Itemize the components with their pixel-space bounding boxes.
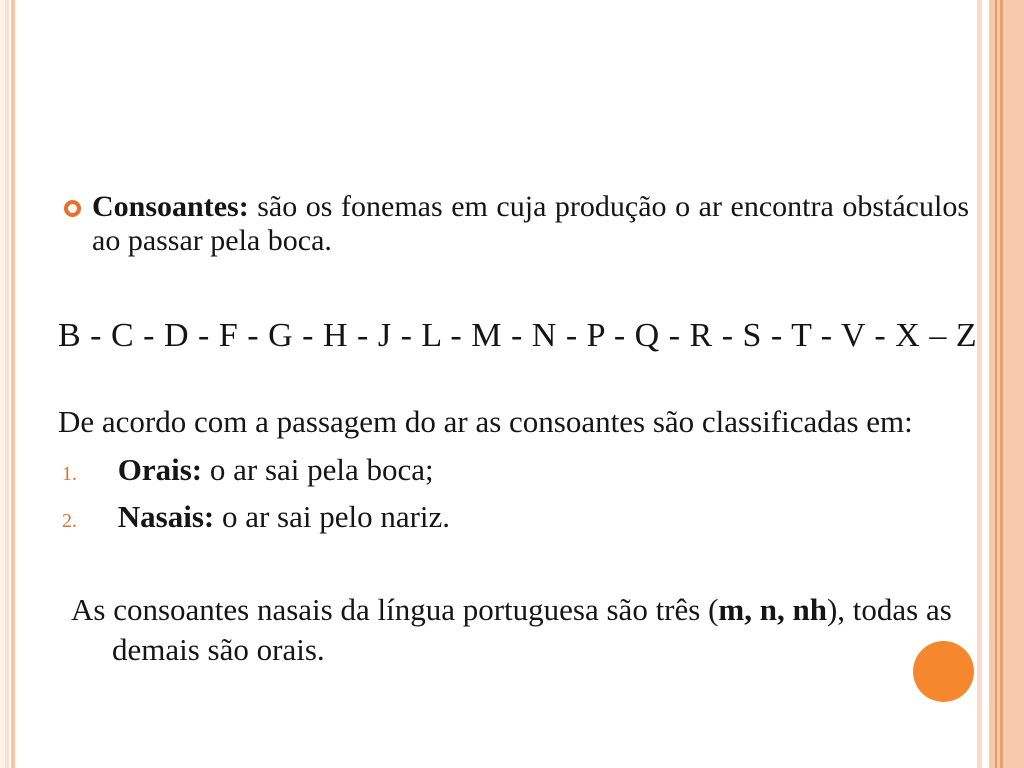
list-item-label: Orais: [117, 452, 203, 487]
list-item-nasais [62, 499, 450, 535]
list-number: 2. [62, 510, 77, 532]
left-edge-light-stripe [5, 0, 9, 768]
bullet-paragraph-lead: Consoantes: [92, 190, 249, 223]
bullet-paragraph-body: são os fonemas em cuja produção o ar encontra obstáculos ao passar pela boca. [92, 190, 970, 257]
closing-pre: As consoantes nasais da língua portuguesa são três ( [71, 592, 719, 627]
page-number-circle [913, 641, 974, 702]
right-band-rule-1 [995, 0, 997, 768]
list-item-orais [62, 452, 434, 488]
ring-bullet-icon [64, 200, 81, 217]
list-item-label: Nasais: [117, 499, 215, 534]
classification-intro-line: De acordo com a passagem do ar as consoantes são classificadas em: [58, 404, 913, 439]
bullet-paragraph [92, 190, 969, 258]
right-edge-light-stripe [977, 0, 982, 768]
left-edge-medium-stripe [11, 0, 15, 768]
closing-post: ), todas as demais são orais. [112, 592, 952, 667]
list-item-text: o ar sai pela boca; [209, 452, 434, 487]
list-item-text: o ar sai pelo nariz. [221, 499, 451, 534]
list-number: 1. [62, 463, 77, 485]
closing-paragraph [71, 590, 969, 670]
consonant-letters-line: B - C - D - F - G - H - J - L - M - N - P - Q - R - S - T - V - X – Z [58, 317, 978, 354]
closing-bold: m, n, nh [718, 592, 827, 627]
right-band-rule-2 [1000, 0, 1003, 768]
